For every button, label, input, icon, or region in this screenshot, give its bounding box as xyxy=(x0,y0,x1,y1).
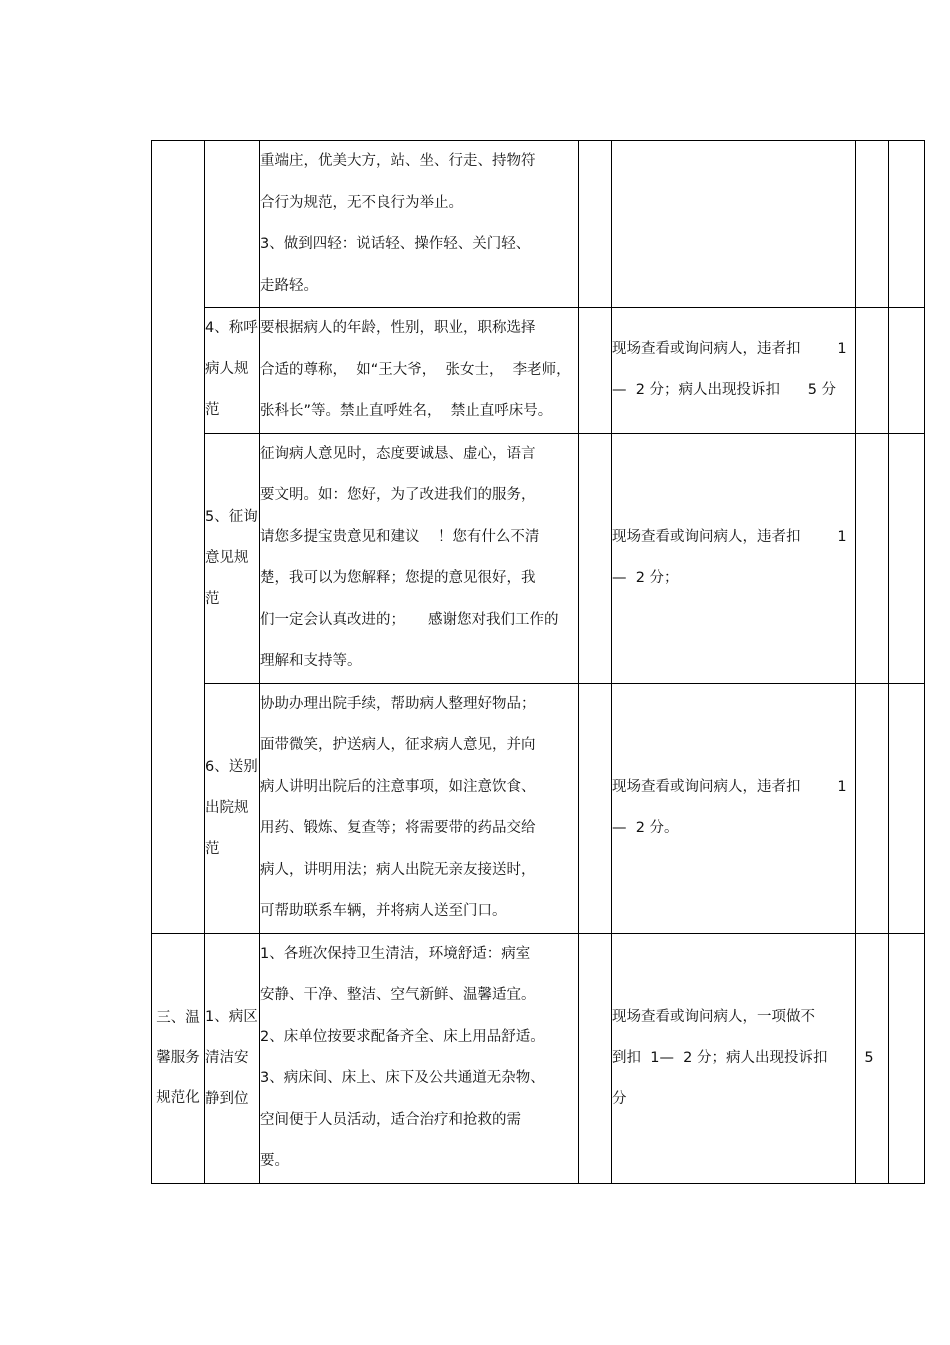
evaluation-line: 现场查看或询问病人，一项做不 xyxy=(612,1008,815,1025)
description-line: 病人，讲明用法；病人出院无亲友接送时， xyxy=(260,861,536,878)
description-line: 重端庄，优美大方，站、坐、行走、持物符 xyxy=(260,153,536,169)
remark-cell xyxy=(889,308,925,434)
description-line: 理解和支持等。 xyxy=(260,653,362,669)
score-cell xyxy=(579,933,612,1183)
evaluation-line: — 2 分。 xyxy=(612,820,679,836)
remark-cell xyxy=(889,683,925,933)
description-line: 病人讲明出院后的注意事项，如注意饮食、 xyxy=(260,778,536,795)
description-cell xyxy=(260,433,579,683)
category-cell: 三、温馨服务规范化 xyxy=(152,933,205,1183)
item-cell: 6、送别出院规范 xyxy=(205,683,260,933)
description-line: 3、做到四轻：说话轻、操作轻、关门轻、 xyxy=(260,236,531,252)
description-line: 要文明。如：您好，为了改进我们的服务， xyxy=(260,487,536,503)
score-cell xyxy=(579,433,612,683)
description-line: 协助办理出院手续，帮助病人整理好物品； xyxy=(260,695,536,712)
description-line: 请您多提宝贵意见和建议 ！您有什么不清 xyxy=(260,528,540,545)
deduction-cell xyxy=(856,683,889,933)
description-line: 1、各班次保持卫生清洁，环境舒适：病室 xyxy=(260,945,531,962)
deduction-cell xyxy=(856,308,889,434)
evaluation-line: — 2 分； xyxy=(612,570,679,586)
description-line: 走路轻。 xyxy=(260,277,318,294)
description-line: 安静、干净、整洁、空气新鲜、温馨适宜。 xyxy=(260,987,536,1003)
description-line: 要。 xyxy=(260,1153,289,1169)
description-line: 合行为规范，无不良行为举止。 xyxy=(260,194,463,211)
description-line: 空间便于人员活动，适合治疗和抢救的需 xyxy=(260,1111,521,1128)
evaluation-line: 现场查看或询问病人，违者扣 1 xyxy=(612,529,847,545)
description-line: 2、床单位按要求配备齐全、床上用品舒适。 xyxy=(260,1028,545,1045)
category-cell-empty xyxy=(152,141,205,934)
description-line: 楚，我可以为您解释；您提的意见很好，我 xyxy=(260,570,536,586)
score-cell xyxy=(579,683,612,933)
deduction-cell xyxy=(856,433,889,683)
description-line: 合适的尊称， 如“王大爷， 张女士， 李老师， xyxy=(260,361,571,378)
table-row xyxy=(152,933,925,1183)
evaluation-cell xyxy=(612,933,874,1183)
description-cell xyxy=(260,683,579,933)
table-row xyxy=(152,308,925,434)
remark-cell xyxy=(889,141,925,308)
table-row xyxy=(152,141,925,308)
description-line: 张科长”等。禁止直呼姓名， 禁止直呼床号。 xyxy=(260,403,553,419)
evaluation-cell xyxy=(612,308,856,434)
description-line: 要根据病人的年龄，性别，职业，职称选择 xyxy=(260,320,536,336)
description-line: 征询病人意见时，态度要诚恳、虚心，语言 xyxy=(260,445,536,462)
table-row xyxy=(152,433,925,683)
description-line: 们一定会认真改进的； 感谢您对我们工作的 xyxy=(260,611,559,628)
deduction-cell xyxy=(856,141,889,308)
evaluation-line: — 2 分；病人出现投诉扣 5 分 xyxy=(612,382,837,399)
evaluation-cell xyxy=(612,433,856,683)
score-cell xyxy=(579,308,612,434)
description-line: 用药、锻炼、复查等；将需要带的药品交给 xyxy=(260,820,536,836)
description-line: 面带微笑，护送病人，征求病人意见，并向 xyxy=(260,737,536,753)
description-cell xyxy=(260,141,579,308)
evaluation-line: 到扣 1— 2 分；病人出现投诉扣 5 xyxy=(612,1049,874,1066)
description-line: 3、病床间、床上、床下及公共通道无杂物、 xyxy=(260,1070,545,1086)
evaluation-line: 分 xyxy=(612,1090,627,1107)
remark-cell xyxy=(889,433,925,683)
evaluation-line: 现场查看或询问病人，违者扣 1 xyxy=(612,341,847,358)
item-cell: 4、称呼病人规范 xyxy=(205,308,260,434)
table-row xyxy=(152,683,925,933)
description-line: 可帮助联系车辆，并将病人送至门口。 xyxy=(260,903,507,919)
item-cell: 1、病区清洁安静到位 xyxy=(205,933,260,1183)
evaluation-cell xyxy=(612,141,856,308)
description-cell xyxy=(260,933,579,1183)
remark-cell xyxy=(889,933,925,1183)
evaluation-line: 现场查看或询问病人，违者扣 1 xyxy=(612,779,847,795)
service-standard-table xyxy=(151,140,925,1184)
item-cell-empty xyxy=(205,141,260,308)
item-cell: 5、征询意见规范 xyxy=(205,433,260,683)
score-cell xyxy=(579,141,612,308)
evaluation-cell xyxy=(612,683,856,933)
description-cell xyxy=(260,308,579,434)
